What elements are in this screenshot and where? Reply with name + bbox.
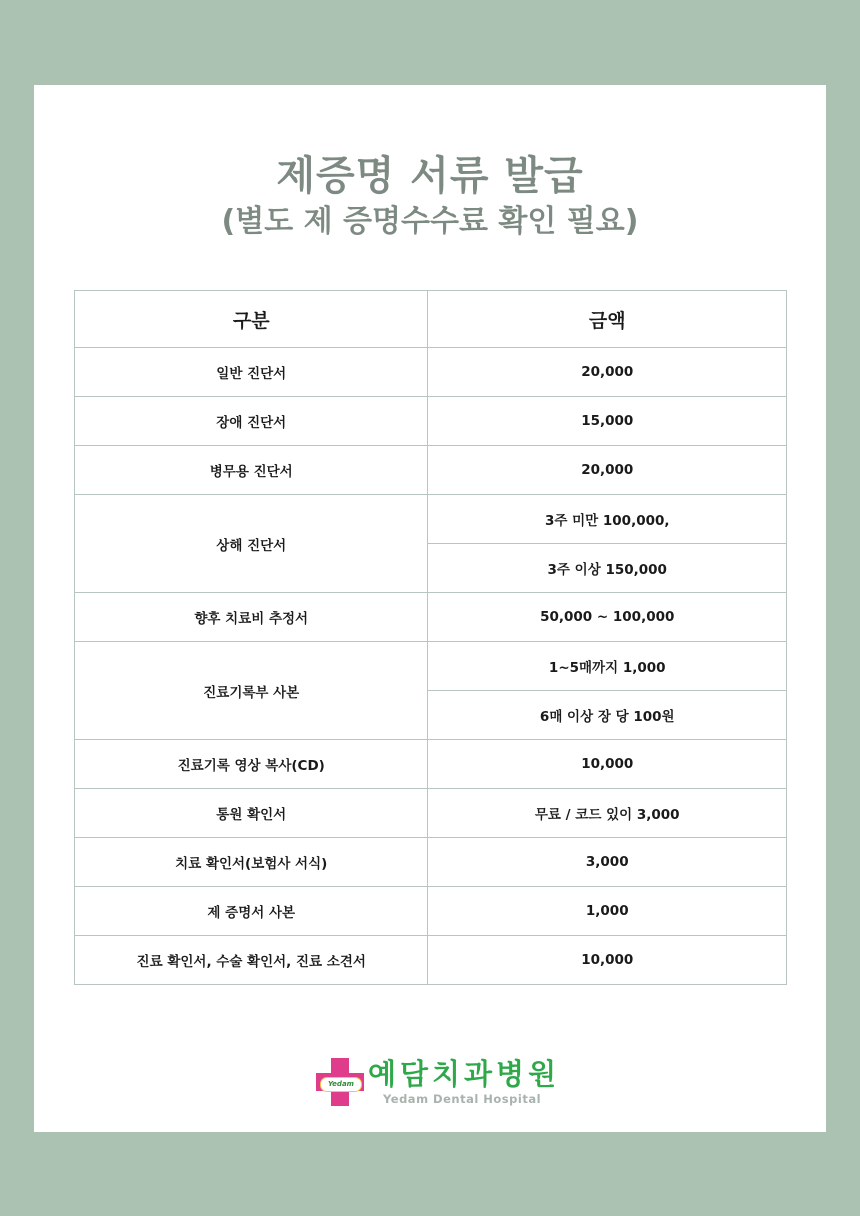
category-cell: 일반 진단서 [75, 348, 428, 397]
category-cell: 병무용 진단서 [75, 446, 428, 495]
fee-cell: 1~5매까지 1,000 [428, 642, 787, 691]
category-cell: 진료기록 영상 복사(CD) [75, 740, 428, 789]
table-row [75, 789, 787, 838]
fee-table [74, 290, 787, 985]
hospital-logo [316, 1056, 561, 1112]
table-header-row [75, 291, 787, 348]
header-fee: 금액 [428, 291, 787, 348]
page-subtitle: (별도 제 증명수수료 확인 필요) [221, 204, 639, 239]
fee-cell: 3,000 [428, 838, 787, 887]
header-category: 구분 [75, 291, 428, 348]
fee-cell: 6매 이상 장 당 100원 [428, 691, 787, 740]
logo-name-en: Yedam Dental Hospital [383, 1092, 542, 1106]
table-row [75, 740, 787, 789]
table-row [75, 446, 787, 495]
fee-cell: 무료 / 코드 있이 3,000 [428, 789, 787, 838]
category-cell: 향후 치료비 추정서 [75, 593, 428, 642]
fee-cell: 3주 이상 150,000 [428, 544, 787, 593]
category-cell: 치료 확인서(보험사 서식) [75, 838, 428, 887]
table-row [75, 495, 787, 544]
table-row [75, 397, 787, 446]
fee-cell: 1,000 [428, 887, 787, 936]
table-row [75, 348, 787, 397]
logo-name-ko: 예담치과병원 [368, 1057, 561, 1091]
fee-cell: 10,000 [428, 740, 787, 789]
fee-cell: 3주 미만 100,000, [428, 495, 787, 544]
fee-cell: 50,000 ~ 100,000 [428, 593, 787, 642]
table-row [75, 593, 787, 642]
category-cell: 상해 진단서 [75, 495, 428, 593]
category-cell: 제 증명서 사본 [75, 887, 428, 936]
category-cell: 통원 확인서 [75, 789, 428, 838]
fee-cell: 15,000 [428, 397, 787, 446]
table-row [75, 642, 787, 691]
fee-cell: 20,000 [428, 348, 787, 397]
table-row [75, 838, 787, 887]
category-cell: 진료기록부 사본 [75, 642, 428, 740]
logo-badge: Yedam [320, 1077, 362, 1092]
category-cell: 장애 진단서 [75, 397, 428, 446]
fee-cell: 10,000 [428, 936, 787, 985]
table-row [75, 887, 787, 936]
page-title: 제증명 서류 발급 [276, 153, 584, 199]
medical-cross-icon [316, 1058, 364, 1106]
table-row [75, 936, 787, 985]
fee-cell: 20,000 [428, 446, 787, 495]
category-cell: 진료 확인서, 수술 확인서, 진료 소견서 [75, 936, 428, 985]
